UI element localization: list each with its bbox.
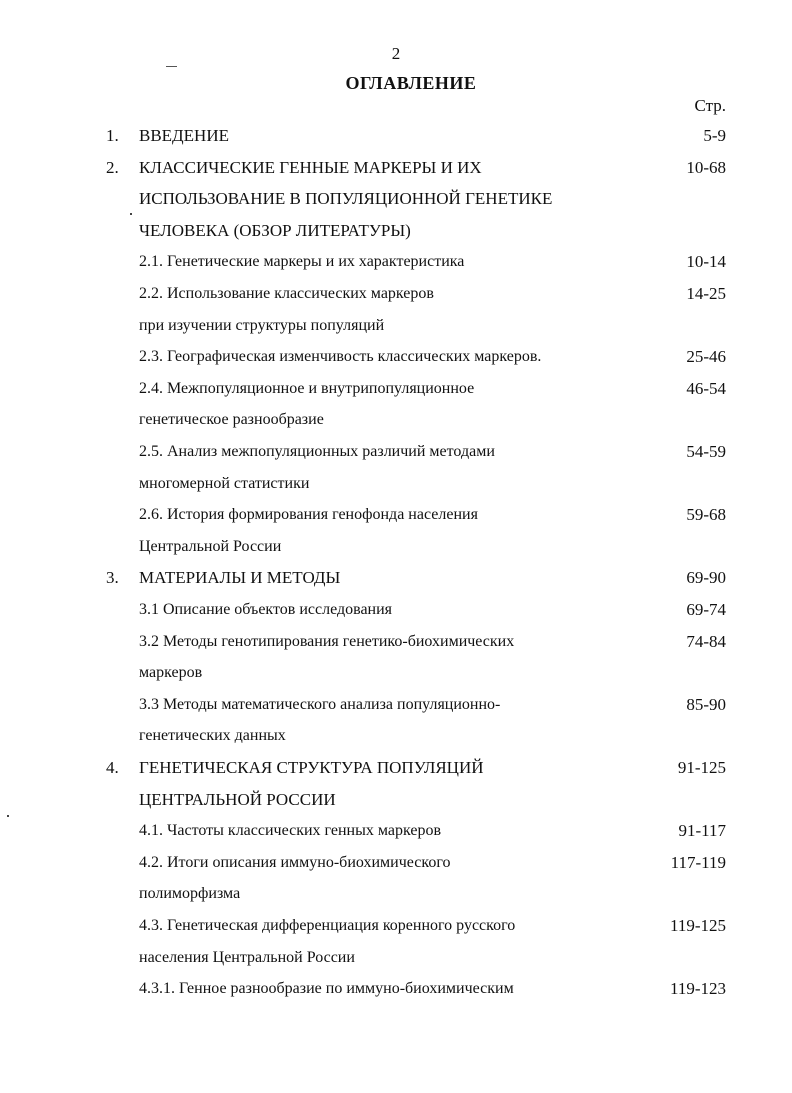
toc-entry-number: 2. <box>106 157 119 177</box>
toc-entry-title: при изучении структуры популяций <box>139 316 385 334</box>
toc-entry-title: МАТЕРИАЛЫ И МЕТОДЫ <box>139 568 341 588</box>
toc-entry-title: 2.6. История формирования генофонда населения <box>139 506 478 524</box>
toc-entry-title: 4.3.1. Генное разнообразие по иммуно-биохимическим <box>139 980 514 998</box>
toc-entry-title: ВВЕДЕНИЕ <box>139 126 229 145</box>
toc-entry-title: КЛАССИЧЕСКИЕ ГЕННЫЕ МАРКЕРЫ И ИХ <box>139 157 482 177</box>
toc-entry-title: Центральной России <box>139 537 282 555</box>
toc-entry-title: 2.2. Использование классических маркеров <box>139 285 434 302</box>
toc-entry-title: 2.5. Анализ межпопуляционных различий методами <box>139 443 495 460</box>
toc-entry-title: ГЕНЕТИЧЕСКАЯ СТРУКТУРА ПОПУЛЯЦИЙ <box>139 758 484 777</box>
toc-entry-pages: 119-123 <box>669 979 726 999</box>
toc-entry-pages: 5-9 <box>703 126 726 145</box>
toc-entry-title: 2.3. Географическая изменчивость классических маркеров. <box>139 348 542 366</box>
toc-entry-title: 3.1 Описание объектов исследования <box>139 601 393 618</box>
toc-entry-pages: 69-74 <box>686 600 726 619</box>
toc-entry-title: ЧЕЛОВЕКА (ОБЗОР ЛИТЕРАТУРЫ) <box>139 220 411 240</box>
toc-entry-title: ЦЕНТРАЛЬНОЙ РОССИИ <box>139 789 336 809</box>
toc-entry-pages: 69-90 <box>686 568 726 588</box>
toc-entry-pages: 119-125 <box>669 916 726 935</box>
toc-entry-pages: 14-25 <box>686 284 726 303</box>
toc-entry-title: полиморфизма <box>139 885 241 903</box>
toc-entry-title: 3.2 Методы генотипирования генетико-биохимических <box>139 632 515 650</box>
toc-entry-pages: 10-68 <box>686 157 726 177</box>
page-title: ОГЛАВЛЕНИЕ <box>345 73 477 93</box>
toc-entry-title: 2.1. Генетические маркеры и их характеристика <box>139 253 465 271</box>
toc-entry-number: 4. <box>106 758 119 777</box>
toc-entry-title: генетических данных <box>139 727 286 745</box>
toc-entry-number: 3. <box>106 568 119 588</box>
toc-entry-title: 4.3. Генетическая дифференциация коренного русского <box>139 917 516 934</box>
toc-entry-number: 1. <box>106 126 119 145</box>
toc-entry-pages: 46-54 <box>686 378 726 398</box>
scan-mark <box>7 815 9 817</box>
toc-entry-title: генетическое разнообразие <box>139 411 324 429</box>
toc-entry-title: 2.4. Межпопуляционное и внутрипопуляционное <box>139 379 475 397</box>
toc-entry-pages: 85-90 <box>686 694 726 714</box>
toc-entry-title: 3.3 Методы математического анализа популяционно- <box>139 695 501 713</box>
toc-entry-pages: 25-46 <box>686 347 726 367</box>
toc-entry-pages: 59-68 <box>686 505 726 525</box>
page-number: 2 <box>391 44 401 63</box>
scan-mark <box>166 66 177 67</box>
toc-entry-pages: 10-14 <box>686 252 726 272</box>
toc-entry-title: 4.2. Итоги описания иммуно-биохимического <box>139 853 451 871</box>
toc-entry-title: ИСПОЛЬЗОВАНИЕ В ПОПУЛЯЦИОННОЙ ГЕНЕТИКЕ <box>139 189 553 209</box>
toc-entry-title: населения Центральной России <box>139 948 355 966</box>
toc-entry-pages: 74-84 <box>686 631 726 651</box>
toc-entry-title: многомерной статистики <box>139 474 310 492</box>
scan-mark <box>130 213 132 215</box>
toc-entry-title: 4.1. Частоты классических генных маркеров <box>139 822 441 840</box>
toc-entry-pages: 117-119 <box>670 852 726 872</box>
page-column-label: Стр. <box>694 96 726 115</box>
toc-entry-pages: 91-125 <box>677 758 726 777</box>
toc-entry-pages: 54-59 <box>686 442 726 461</box>
toc-entry-pages: 91-117 <box>678 821 726 841</box>
toc-entry-title: маркеров <box>139 664 203 682</box>
